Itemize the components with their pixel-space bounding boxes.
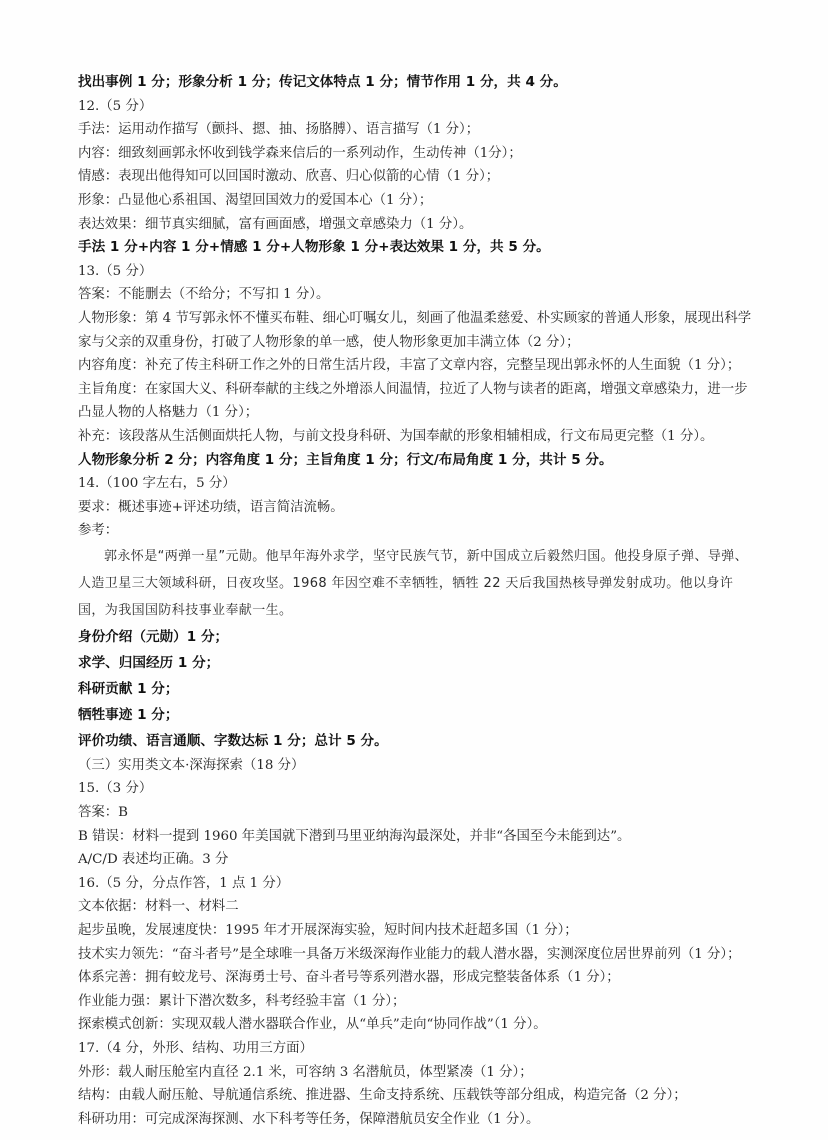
text-line: 表达效果：细节真实细腻，富有画面感，增强文章感染力（1 分）。 [78,216,473,232]
question-heading: 16.（5 分，分点作答，1 点 1 分） [78,875,290,891]
question-heading: 15.（3 分） [78,781,153,797]
scoring-note: 评价功绩、语言通顺、字数达标 1 分；总计 5 分。 [78,732,388,749]
question-heading: 12.（5 分） [78,98,153,114]
text-line: 科研功用：可完成深海探测、水下科考等任务，保障潜航员安全作业（1 分）。 [78,1111,540,1127]
text-line: 主旨角度：在家国大义、科研奉献的主线之外增添人间温情，拉近了人物与读者的距离，增强文章感染力，进一步凸显人物的人格魅力（1 分）； [78,381,748,421]
question-heading: 14.（100 字左右，5 分） [78,476,236,492]
text-line: 外形：载人耐压舱室内直径 2.1 米，可容纳 3 名潜航员，体型紧凑（1 分）； [78,1064,533,1080]
text-line: 要求：概述事迹+评述功绩，语言简洁流畅。 [78,499,344,515]
scoring-note: 找出事例 1 分；形象分析 1 分；传记文体特点 1 分；情节作用 1 分，共 4 分。 [78,74,567,90]
text-line: 体系完善：拥有蛟龙号、深海勇士号、奋斗者号等系列潜水器，形成完整装备体系（1 分）； [78,970,620,986]
text-line: 技术实力领先：“奋斗者号”是全球唯一具备万米级深海作业能力的载人潜水器，实测深度位居世界前列（1 分）； [78,946,741,962]
text-line: 结构：由载人耐压舱、导航通信系统、推进器、生命支持系统、压载铁等部分组成，构造完备（2 分）； [78,1088,687,1104]
text-line: 探索模式创新：实现双载人潜水器联合作业，从“单兵”走向“协同作战”（1 分）。 [78,1017,547,1033]
text-line: 起步虽晚，发展速度快：1995 年才开展深海实验，短时间内技术赶超多国（1 分）； [78,923,578,939]
text-line: 答案：不能删去（不给分；不写扣 1 分）。 [78,287,330,303]
reference-paragraph: 郭永怀是“两弹一星”元勋。他早年海外求学，坚守民族气节，新中国成立后毅然归国。他投身原子弹、导弹、人造卫星三大领域科研，日夜攻坚。1968 年因空难不幸牺牲，牺牲 22 天后我国热核导弹发射成功。他以身许国，为我国国防科技事业奉献一生。 [78,548,749,618]
text-line: B 错误：材料一提到 1960 年美国就下潜到马里亚纳海沟最深处，并非“各国至今未能到达”。 [78,828,631,844]
scoring-note: 求学、归国经历 1 分； [78,654,220,671]
scoring-note: 手法 1 分+内容 1 分+情感 1 分+人物形象 1 分+表达效果 1 分，共 5 分。 [78,239,550,256]
text-line: 作业能力强：累计下潜次数多，科考经验丰富（1 分）； [78,993,406,1009]
text-line: 形象：凸显他心系祖国、渴望回国效力的爱国本心（1 分）； [78,192,433,208]
scoring-note: 牺牲事迹 1 分； [78,706,179,723]
section-heading: （三）实用类文本·深海探索（18 分） [78,757,305,773]
answer-key-body [78,71,758,1131]
text-line: 补充：该段落从生活侧面烘托人物，与前文投身科研、为国奉献的形象相辅相成，行文布局更完整（1 分）。 [78,428,714,444]
text-line: 参考： [78,523,119,539]
text-line: A/C/D 表述均正确。3 分 [78,852,229,868]
scoring-note: 科研贡献 1 分； [78,680,179,697]
text-line: 人物形象：第 4 节写郭永怀不懂买布鞋、细心叮嘱女儿，刻画了他温柔慈爱、朴实顾家的普通人形象，展现出科学家与父亲的双重身份，打破了人物形象的单一感，使人物形象更加丰满立体（2 分）； [78,310,752,350]
text-line: 内容：细致刻画郭永怀收到钱学森来信后的一系列动作，生动传神（1分）； [78,145,522,161]
text-line: 情感：表现出他得知可以回国时激动、欣喜、归心似箭的心情（1 分）； [78,169,500,185]
text-line: 手法：运用动作描写（颤抖、摁、抽、扬胳膊）、语言描写（1 分）； [78,122,480,138]
text-line: 答案：B [78,805,129,821]
question-heading: 17.（4 分，外形、结构、功用三方面） [78,1041,313,1056]
scoring-note: 身份介绍（元勋）1 分； [78,628,229,645]
scoring-note: 人物形象分析 2 分；内容角度 1 分；主旨角度 1 分；行文/布局角度 1 分，共计 5 分。 [78,451,613,468]
text-line: 文本依据：材料一、材料二 [78,899,239,915]
question-heading: 13.（5 分） [78,263,153,279]
text-line: 内容角度：补充了传主科研工作之外的日常生活片段，丰富了文章内容，完整呈现出郭永怀的人生面貌（1 分）； [78,358,741,374]
